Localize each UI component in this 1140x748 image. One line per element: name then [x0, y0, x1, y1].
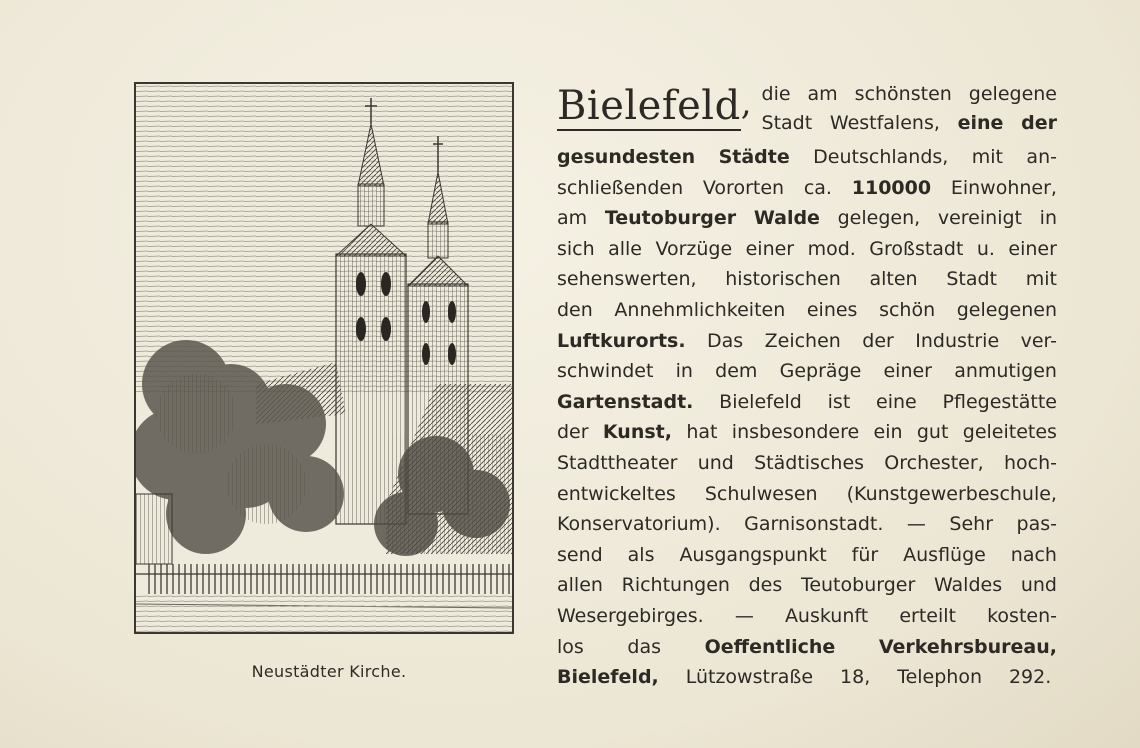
plain-text: schön: [879, 298, 936, 321]
text-line-7: [557, 264, 1057, 295]
illustration-caption: Neustädter Kirche.: [251, 662, 407, 681]
plain-text: geleitetes: [962, 421, 1057, 444]
plain-text: allen: [557, 574, 603, 597]
text-word: [958, 109, 1004, 138]
text-word: [608, 234, 642, 265]
text-word: [614, 295, 785, 326]
text-word: [917, 417, 949, 448]
text-word: [557, 264, 697, 295]
heading-comma: ,: [740, 83, 752, 123]
plain-text: schließenden: [557, 176, 684, 199]
text-word: [977, 234, 995, 265]
plain-text: und: [697, 451, 734, 474]
plain-text: die: [761, 83, 791, 105]
plain-text: mit: [971, 146, 1003, 168]
plain-text: Wesergebirges.: [557, 604, 704, 627]
plain-text: (Kunstgewerbeschule,: [846, 482, 1057, 505]
plain-text: mod.: [807, 237, 856, 260]
text-word: [1026, 142, 1057, 173]
text-word: [557, 203, 587, 234]
text-word: [686, 417, 717, 448]
text-word: [705, 632, 836, 663]
plain-text: historischen: [725, 268, 841, 291]
plain-text: —: [906, 513, 926, 536]
bold-text: der: [1021, 112, 1057, 134]
text-line-15: [557, 509, 1057, 540]
text-line-20: [557, 662, 1057, 693]
text-line-19: [557, 632, 1057, 663]
text-word: [963, 417, 1057, 448]
text-word: [725, 264, 841, 295]
bold-text: 110000: [851, 176, 932, 199]
text-word: [801, 570, 915, 601]
text-word: [754, 203, 820, 234]
bold-text: gesundesten: [557, 146, 696, 168]
plain-text: anmutigen: [954, 360, 1057, 383]
text-word: [735, 601, 754, 632]
text-word: [884, 448, 983, 479]
plain-text: sich: [557, 237, 595, 260]
bold-text: Verkehrsbureau,: [878, 635, 1057, 658]
text-word: [879, 632, 1057, 663]
text-word: [719, 142, 790, 173]
text-word: [603, 417, 672, 448]
plain-text: ein: [873, 421, 903, 444]
plain-text: den: [557, 298, 593, 321]
plain-text: Bielefeld: [719, 390, 802, 413]
body-lines: [557, 142, 1057, 693]
plain-text: Zeichen: [764, 329, 841, 352]
text-word: [557, 387, 693, 418]
plain-text: Auskunft: [784, 604, 869, 627]
bold-text: Bielefeld,: [557, 666, 659, 689]
text-word: [557, 601, 704, 632]
text-word: [852, 540, 879, 571]
plain-text: los: [557, 635, 584, 658]
text-word: [1021, 326, 1057, 357]
heading-lines: [762, 80, 1057, 138]
church-illustration: [136, 84, 512, 632]
text-word: [605, 203, 736, 234]
plain-text: des: [748, 574, 783, 597]
plain-text: Garnisonstadt.: [744, 513, 884, 536]
text-word: [1021, 109, 1057, 138]
text-line-8: [557, 295, 1057, 326]
bold-text: Gartenstadt.: [557, 390, 694, 413]
text-line-10: [557, 356, 1057, 387]
text-word: [557, 509, 721, 540]
plain-text: Gepräge: [779, 360, 862, 383]
plain-text: Schulwesen: [704, 482, 818, 505]
text-word: [780, 356, 862, 387]
text-word: [951, 173, 1057, 204]
plain-text: eines: [806, 298, 858, 321]
text-line-16: [557, 540, 1057, 571]
plain-text: das: [627, 635, 662, 658]
text-word: [557, 479, 676, 510]
text-word: [807, 295, 858, 326]
plain-text: dem: [715, 360, 758, 383]
bold-text: Oeffentliche: [704, 635, 836, 658]
text-word: [847, 479, 1057, 510]
text-word: [762, 80, 791, 109]
plain-text: erteilt: [899, 604, 956, 627]
plain-text: eine: [876, 390, 917, 413]
plain-text: Vororten: [702, 176, 785, 199]
plain-text: Einwohner,: [950, 176, 1057, 199]
text-word: [1017, 509, 1057, 540]
bold-text: Luftkurorts.: [557, 329, 686, 352]
text-word: [557, 662, 659, 693]
text-word: [557, 234, 595, 265]
text-word: [679, 540, 826, 571]
text-word: [934, 570, 1002, 601]
plain-text: ver-: [1020, 329, 1057, 352]
text-word: [1011, 540, 1057, 571]
plain-text: ca.: [803, 176, 832, 199]
city-heading: Bielefeld: [557, 83, 741, 129]
text-word: [938, 203, 1022, 234]
plain-text: Konservatorium).: [557, 513, 721, 536]
plain-text: Orchester,: [884, 451, 984, 474]
text-word: [1021, 570, 1057, 601]
text-word: [804, 173, 832, 204]
text-word: [622, 570, 730, 601]
text-word: [1009, 662, 1051, 693]
text-word: [808, 80, 838, 109]
text-word: [840, 662, 870, 693]
church-engraving: [134, 82, 514, 634]
plain-text: nach: [1010, 543, 1057, 566]
plain-text: Das: [706, 329, 744, 352]
plain-text: Pflegestätte: [942, 390, 1057, 413]
text-word: [628, 540, 655, 571]
text-word: [876, 387, 917, 418]
plain-text: vereinigt: [937, 207, 1022, 230]
plain-text: einer: [745, 237, 795, 260]
text-word: [746, 234, 795, 265]
text-word: [732, 417, 859, 448]
text-line-6: [557, 234, 1057, 265]
text-word: [749, 570, 783, 601]
plain-text: als: [627, 543, 655, 566]
text-word: [744, 509, 883, 540]
plain-text: Sehr: [949, 513, 994, 536]
plain-text: Ausflüge: [903, 543, 986, 566]
plain-text: Annehmlichkeiten: [614, 298, 786, 321]
text-word: [903, 540, 986, 571]
plain-text: send: [557, 543, 603, 566]
text-line-12: [557, 417, 1057, 448]
text-word: [703, 173, 784, 204]
text-word: [765, 326, 841, 357]
text-word: [855, 80, 952, 109]
plain-text: Großstadt: [869, 237, 964, 260]
text-word: [879, 295, 935, 326]
text-word: [1008, 234, 1057, 265]
text-word: [754, 448, 864, 479]
text-word: [705, 479, 818, 510]
plain-text: am: [807, 83, 838, 105]
plain-text: hat: [686, 421, 718, 444]
text-word: [949, 509, 993, 540]
text-word: [862, 326, 894, 357]
text-word: [719, 387, 802, 418]
text-word: [897, 662, 982, 693]
text-word: [698, 448, 734, 479]
text-line-14: [557, 479, 1057, 510]
plain-text: am: [557, 207, 588, 230]
text-word: [655, 234, 732, 265]
text-word: [869, 234, 963, 265]
plain-text: Stadt: [946, 268, 997, 291]
plain-text: Richtungen: [621, 574, 730, 597]
plain-text: Stadt: [761, 112, 813, 134]
text-word: [707, 326, 743, 357]
text-word: [943, 387, 1057, 418]
plain-text: gelegen,: [837, 207, 921, 230]
plain-text: Vorzüge: [655, 237, 733, 260]
text-word: [957, 295, 1057, 326]
bold-text: Kunst,: [602, 421, 672, 444]
plain-text: einer: [1008, 237, 1057, 260]
plain-text: insbesondere: [731, 421, 860, 444]
text-line-5: [557, 203, 1057, 234]
plain-text: für: [851, 543, 879, 566]
plain-text: entwickeltes: [557, 482, 676, 505]
text-word: [557, 356, 653, 387]
plain-text: Industrie: [915, 329, 1000, 352]
text-line-18: [557, 601, 1057, 632]
plain-text: mit: [1025, 268, 1057, 291]
text-word: [557, 417, 589, 448]
text-word: [899, 601, 956, 632]
text-word: [557, 326, 686, 357]
text-word: [1040, 203, 1057, 234]
text-word: [946, 264, 997, 295]
plain-text: pas-: [1016, 513, 1057, 536]
bold-text: Walde: [753, 207, 820, 230]
text-word: [557, 570, 603, 601]
plain-text: einer: [883, 360, 932, 383]
plain-text: kosten-: [987, 604, 1057, 627]
text-word: [808, 234, 856, 265]
text-word: [557, 295, 593, 326]
text-line-4: [557, 173, 1057, 204]
plain-text: gelegenen: [956, 298, 1057, 321]
plain-text: in: [675, 360, 693, 383]
text-word: [1004, 448, 1057, 479]
text-word: [686, 662, 813, 693]
advertisement-text: [557, 80, 1057, 693]
text-word: [852, 173, 931, 204]
text-word: [557, 448, 677, 479]
text-word: [557, 173, 683, 204]
plain-text: Waldes: [933, 574, 1003, 597]
text-line-1: [762, 80, 1057, 109]
plain-text: Städtisches: [754, 451, 865, 474]
text-line-11: [557, 387, 1057, 418]
plain-text: gut: [916, 421, 949, 444]
plain-text: —: [734, 604, 754, 627]
text-word: [830, 109, 940, 138]
text-word: [557, 540, 603, 571]
plain-text: Telephon: [897, 666, 982, 689]
text-word: [969, 80, 1057, 109]
plain-text: alle: [608, 237, 642, 260]
heading-block: [557, 80, 1057, 142]
text-word: [874, 417, 903, 448]
plain-text: Westfalens,: [829, 112, 940, 134]
plain-text: 18,: [840, 666, 871, 689]
plain-text: und: [1020, 574, 1057, 597]
text-word: [915, 326, 999, 357]
text-line-9: [557, 326, 1057, 357]
text-word: [715, 356, 757, 387]
text-word: [627, 632, 661, 663]
text-word: [987, 601, 1057, 632]
text-word: [557, 632, 584, 663]
text-line-17: [557, 570, 1057, 601]
plain-text: Teutoburger: [800, 574, 916, 597]
text-word: [869, 264, 917, 295]
plain-text: der: [862, 329, 894, 352]
text-word: [762, 109, 813, 138]
plain-text: Lützowstraße: [685, 666, 814, 689]
text-word: [813, 142, 948, 173]
bold-text: Städte: [718, 146, 790, 168]
plain-text: in: [1039, 207, 1057, 230]
text-word: [557, 142, 695, 173]
text-line-13: [557, 448, 1057, 479]
bold-text: Teutoburger: [604, 207, 737, 230]
text-word: [972, 142, 1003, 173]
plain-text: der: [557, 421, 589, 444]
text-word: [907, 509, 926, 540]
plain-text: hoch-: [1003, 451, 1057, 474]
plain-text: Deutschlands,: [813, 146, 949, 168]
text-word: [676, 356, 693, 387]
text-word: [1026, 264, 1057, 295]
plain-text: alten: [869, 268, 918, 291]
plain-text: schwindet: [557, 360, 654, 383]
plain-text: ist: [827, 390, 851, 413]
text-word: [838, 203, 921, 234]
plain-text: schönsten: [854, 83, 952, 105]
bold-text: eine: [957, 112, 1004, 134]
text-word: [883, 356, 932, 387]
plain-text: 292.: [1008, 666, 1052, 689]
plain-text: Stadttheater: [557, 451, 678, 474]
plain-text: sehenswerten,: [557, 268, 697, 291]
text-line-3: [557, 142, 1057, 173]
plain-text: an-: [1026, 146, 1057, 168]
plain-text: u.: [976, 237, 995, 260]
text-word: [785, 601, 868, 632]
plain-text: Ausgangspunkt: [679, 543, 827, 566]
text-word: [828, 387, 851, 418]
text-word: [954, 356, 1057, 387]
plain-text: gelegene: [968, 83, 1057, 105]
text-line-2: [762, 109, 1057, 138]
